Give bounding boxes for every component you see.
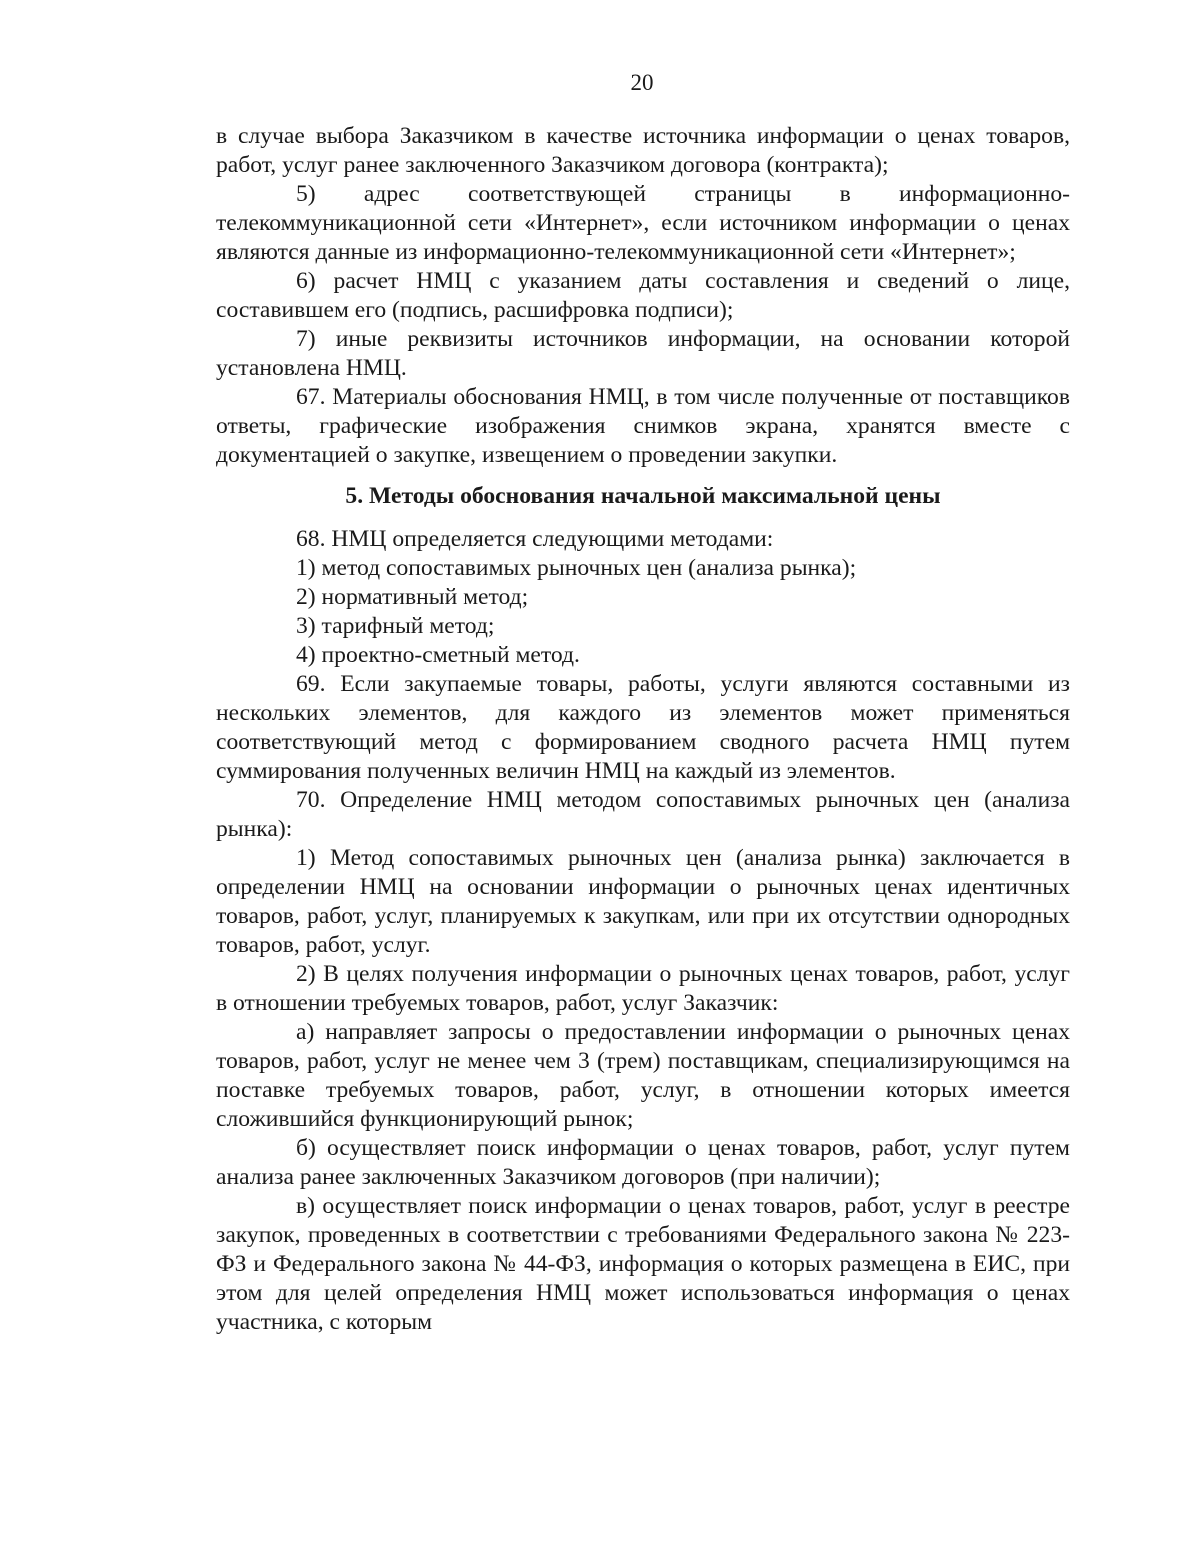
paragraph-69: 69. Если закупаемые товары, работы, услуги являются составными из нескольких элементов, для каждого из элементов может применяться соответствующий метод с формированием сводного расчета НМЦ путем суммирования полученных величин НМЦ на каждый из элементов.	[216, 671, 1070, 784]
paragraph-70-item-1: 1) Метод сопоставимых рыночных цен (анализа рынка) заключается в определении НМЦ на основании информации о рыночных ценах идентичных товаров, работ, услуг, планируемых к закупкам, или при их отсутствии однородных товаров, работ, услуг.	[216, 845, 1070, 958]
paragraph-continuation: в случае выбора Заказчиком в качестве источника информации о ценах товаров, работ, услуг ранее заключенного Заказчиком договора (контракта);	[216, 123, 1070, 178]
document-body	[216, 122, 1070, 1337]
page-number: 20	[630, 70, 654, 95]
list-item-method-3: 3) тарифный метод;	[296, 613, 495, 639]
paragraph-item-5: 5) адрес соответствующей страницы в информационно-телекоммуникационной сети «Интернет», если источником информации о ценах являются данные из информационно-телекоммуникационной сети «Интернет»;	[216, 181, 1070, 265]
section-heading: 5. Методы обоснования начальной максимальной цены	[345, 483, 941, 509]
paragraph-70: 70. Определение НМЦ методом сопоставимых рыночных цен (анализа рынка):	[216, 787, 1070, 842]
subitem-v: в) осуществляет поиск информации о ценах товаров, работ, услуг в реестре закупок, проведенных в соответствии с требованиями Федерального закона № 223-ФЗ и Федерального закона № 44-ФЗ, информация о которых размещена в ЕИС, при этом для целей определения НМЦ может использоваться информация о ценах участника, с которым	[216, 1193, 1070, 1335]
paragraph-item-7: 7) иные реквизиты источников информации, на основании которой установлена НМЦ.	[216, 326, 1070, 381]
list-item-method-1: 1) метод сопоставимых рыночных цен (анализа рынка);	[296, 555, 857, 581]
paragraph-68: 68. НМЦ определяется следующими методами:	[296, 526, 774, 552]
subitem-a: а) направляет запросы о предоставлении информации о рыночных ценах товаров, работ, услуг не менее чем 3 (трем) поставщикам, специализирующимся на поставке требуемых товаров, работ, услуг, в отношении которых имеется сложившийся функционирующий рынок;	[216, 1019, 1070, 1132]
subitem-b: б) осуществляет поиск информации о ценах товаров, работ, услуг путем анализа ранее заключенных Заказчиком договоров (при наличии);	[216, 1135, 1070, 1190]
paragraph-67: 67. Материалы обоснования НМЦ, в том числе полученные от поставщиков ответы, графические изображения снимков экрана, хранятся вместе с документацией о закупке, извещением о проведении закупки.	[216, 384, 1070, 468]
paragraph-70-item-2: 2) В целях получения информации о рыночных ценах товаров, работ, услуг в отношении требуемых товаров, работ, услуг Заказчик:	[216, 961, 1070, 1016]
list-item-method-4: 4) проектно-сметный метод.	[296, 642, 580, 668]
paragraph-item-6: 6) расчет НМЦ с указанием даты составления и сведений о лице, составившем его (подпись, расшифровка подписи);	[216, 268, 1070, 323]
list-item-method-2: 2) нормативный метод;	[296, 584, 529, 610]
